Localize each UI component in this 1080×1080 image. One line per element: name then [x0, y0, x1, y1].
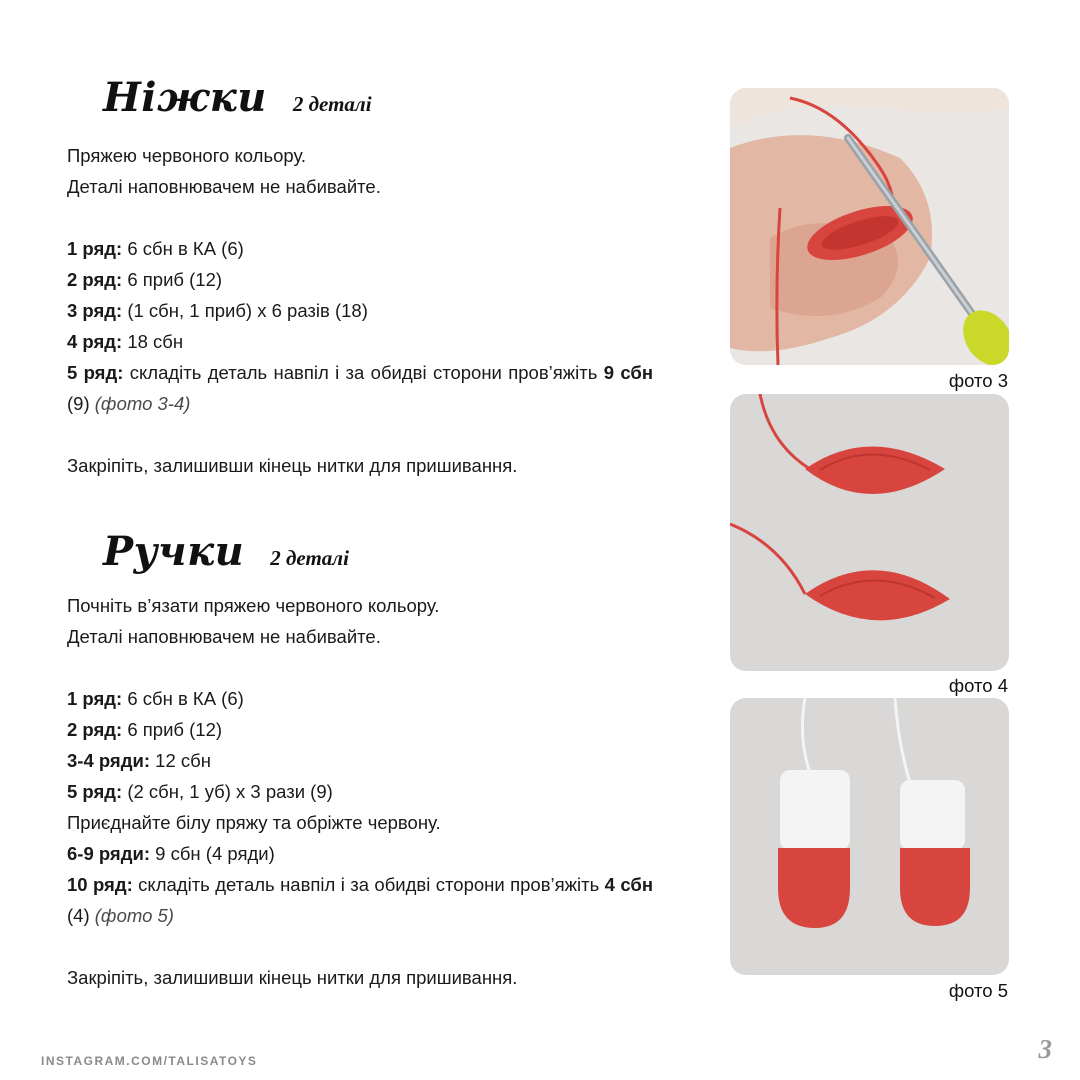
row-text: 6 сбн в КА (6) [122, 238, 244, 259]
row-text: 6 приб (12) [122, 719, 223, 740]
arms-title: Ручки [103, 528, 245, 575]
legs-intro-line: Деталі наповнювачем не набивайте. [67, 176, 381, 197]
arms-heading [103, 528, 349, 575]
photo-3-caption: фото 3 [948, 370, 1008, 391]
instagram-footer: INSTAGRAM.COM/TALISATOYS [41, 1054, 258, 1068]
arms-row-10 [67, 869, 653, 931]
arms-intro-line: Почніть в’язати пряжею червоного кольору. [67, 595, 440, 616]
row-text: складіть деталь навпіл і за обидві сторони пров’яжіть [123, 362, 604, 383]
row-count: (4) [67, 905, 95, 926]
legs-row [67, 326, 653, 357]
row-count: (9) [67, 393, 95, 414]
row-text: 9 сбн (4 ряди) [150, 843, 275, 864]
crochet-hook-photo-icon [730, 88, 1009, 365]
page-number: 3 [1038, 1034, 1052, 1064]
arms-row [67, 776, 653, 807]
row-bold-tail: 9 сбн [603, 362, 653, 383]
row-label: 6-9 ряди: [67, 843, 151, 864]
arms-intro-line: Деталі наповнювачем не набивайте. [67, 626, 381, 647]
photo-5-caption: фото 5 [948, 980, 1008, 1001]
row-label: 4 ряд: [67, 331, 123, 352]
row-label: 2 ряд: [67, 269, 123, 290]
photo-5-arm-pieces [730, 698, 1009, 975]
photo-4-caption: фото 4 [948, 675, 1008, 696]
arm-pieces-photo-icon [730, 698, 1009, 975]
photo-reference: (фото 5) [94, 905, 174, 926]
legs-row-5 [67, 357, 653, 419]
row-label: 5 ряд: [67, 362, 124, 383]
legs-row [67, 233, 653, 264]
legs-row [67, 264, 653, 295]
legs-finish: Закріпіть, залишивши кінець нитки для пришивання. [67, 455, 518, 476]
arms-row [67, 714, 653, 745]
photo-3-crochet-hook [730, 88, 1009, 365]
arms-row [67, 745, 653, 776]
row-text: 18 сбн [122, 331, 184, 352]
row-bold-tail: 4 сбн [604, 874, 653, 895]
legs-intro-line: Пряжею червоного кольору. [67, 145, 307, 166]
row-label: 10 ряд: [67, 874, 133, 895]
row-label: 1 ряд: [67, 688, 123, 709]
row-text: (1 сбн, 1 приб) х 6 разів (18) [122, 300, 368, 321]
arms-row [67, 683, 653, 714]
row-text: 6 сбн в КА (6) [122, 688, 244, 709]
row-label: 3-4 ряди: [67, 750, 151, 771]
photo-4-leg-pieces [730, 394, 1009, 671]
row-text: Приєднайте білу пряжу та обріжте червону. [67, 812, 441, 833]
folded-leg-pieces-photo-icon [730, 394, 1009, 671]
row-text: 12 сбн [150, 750, 211, 771]
legs-title: Ніжки [103, 74, 267, 121]
row-label: 3 ряд: [67, 300, 123, 321]
arms-instructions [67, 590, 653, 993]
legs-row [67, 295, 653, 326]
arms-count: 2 деталі [270, 546, 349, 570]
arms-finish: Закріпіть, залишивши кінець нитки для пришивання. [67, 967, 518, 988]
legs-heading [103, 74, 372, 121]
row-label: 2 ряд: [67, 719, 123, 740]
row-label: 1 ряд: [67, 238, 123, 259]
legs-instructions [67, 140, 653, 481]
photo-reference: (фото 3-4) [94, 393, 191, 414]
row-text: складіть деталь навпіл і за обидві сторони пров’яжіть [132, 874, 605, 895]
row-label: 5 ряд: [67, 781, 123, 802]
arms-row [67, 807, 653, 838]
row-text: 6 приб (12) [122, 269, 223, 290]
legs-count: 2 деталі [292, 92, 372, 116]
arms-row [67, 838, 653, 869]
row-text: (2 сбн, 1 уб) х 3 рази (9) [122, 781, 333, 802]
